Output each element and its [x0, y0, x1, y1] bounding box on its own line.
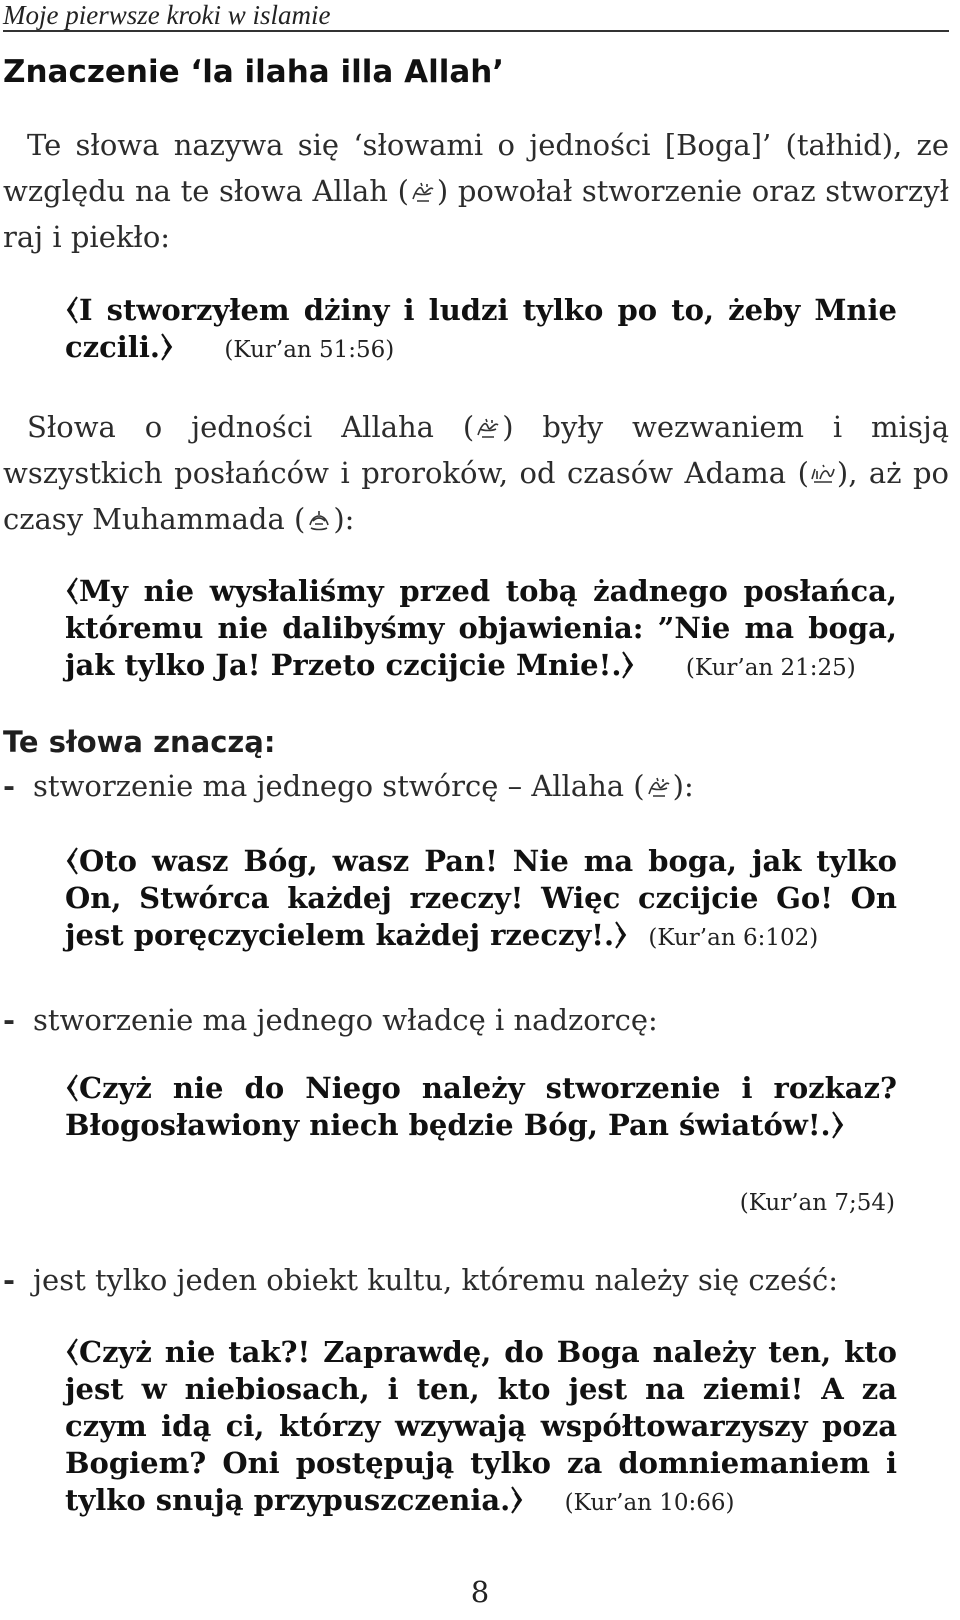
ornate-bracket-open-icon [65, 576, 79, 606]
ornate-bracket-open-icon [65, 846, 79, 876]
bullet-text: jest tylko jeden obiekt kultu, któremu należy się cześć: [33, 1263, 838, 1297]
prophets-paragraph [3, 404, 949, 542]
paragraph-text: Te słowa nazywa się ‘słowami o jedności [Boga]’ (tałhid), ze względu na te słowa Allah ( [3, 128, 949, 208]
bullet-dash: - [3, 1263, 16, 1297]
ornate-bracket-close-icon [831, 1110, 845, 1140]
bullet-dash: - [3, 1003, 16, 1037]
intro-paragraph [3, 122, 949, 260]
quran-reference: (Kur’an 21:25) [685, 655, 856, 681]
quran-quote-1 [65, 292, 897, 369]
bullet-text: stworzenie ma jednego władcę i nadzorcę: [33, 1003, 658, 1037]
ornate-bracket-close-icon [621, 650, 635, 680]
ornate-bracket-close-icon [614, 920, 628, 950]
bullet-text: stworzenie ma jednego stwórcę – Allaha ( [33, 769, 645, 803]
bullet-item-3 [3, 1260, 838, 1300]
quote-text: Czyż nie do Niego należy stworzenie i rozkaz? Błogosławiony niech będzie Bóg, Pan światów!. [65, 1071, 897, 1142]
ornate-bracket-close-icon [160, 332, 174, 362]
paragraph-text: ) były wezwaniem i misją wszystkich posłańców i proroków, od czasów Adama ( [3, 410, 949, 490]
section-title: Znaczenie ‘la ilaha illa Allah’ [3, 54, 505, 90]
bullet-text: ): [672, 769, 694, 803]
subheading: Te słowa znaczą: [3, 725, 276, 759]
paragraph-text: ), aż po czasy Muhammada ( [3, 456, 950, 536]
honorific-prophet-icon [305, 507, 333, 533]
ornate-bracket-open-icon [65, 295, 79, 325]
quran-reference: (Kur’an 7;54) [739, 1190, 895, 1216]
quote-text: I stworzyłem dżiny i ludzi tylko po to, żeby Mnie czcili. [65, 293, 897, 364]
quran-reference: (Kur’an 10:66) [564, 1490, 735, 1516]
quran-reference: (Kur’an 51:56) [224, 337, 395, 363]
bullet-dash: - [3, 769, 16, 803]
quote-text: Oto wasz Bóg, wasz Pan! Nie ma boga, jak tylko On, Stwórca każdej rzeczy! Więc czcijcie Go! On jest poręczycielem każdej rzeczy!. [65, 844, 897, 952]
quran-quote-3 [65, 843, 897, 957]
quran-reference: (Kur’an 6:102) [648, 925, 819, 951]
quran-quote-2 [65, 573, 897, 687]
quran-quote-4 [65, 1070, 897, 1144]
paragraph-text: ): [333, 502, 355, 536]
bullet-item-1 [3, 766, 694, 806]
page-number: 8 [470, 1575, 490, 1609]
quran-quote-5 [65, 1334, 897, 1522]
ornate-bracket-open-icon [65, 1337, 79, 1367]
honorific-allah-icon [474, 415, 502, 441]
honorific-allah-icon [409, 179, 437, 205]
paragraph-text: Słowa o jedności Allaha ( [27, 410, 475, 444]
quote-text: Czyż nie tak?! Zaprawdę, do Boga należy ten, kto jest w niebiosach, i ten, kto jest na ziemi! A za czym idą ci, którzy wzywają współtowarzyszy poza Bogiem? Oni postępują tylko za domniemaniem i tylko snują przypuszczenia. [65, 1335, 897, 1517]
ornate-bracket-close-icon [510, 1485, 524, 1515]
running-header: Moje pierwsze kroki w islamie [3, 0, 949, 32]
paragraph-text: ) powołał stworzenie oraz stworzył raj i piekło: [3, 174, 949, 254]
honorific-peace-icon [809, 461, 837, 487]
quote-text: My nie wysłaliśmy przed tobą żadnego posłańca, któremu nie dalibyśmy objawienia: ”Nie ma boga, jak tylko Ja! Przeto czcijcie Mnie!. [65, 574, 897, 682]
honorific-allah-icon [645, 774, 673, 800]
ornate-bracket-open-icon [65, 1073, 79, 1103]
bullet-item-2 [3, 1000, 658, 1040]
